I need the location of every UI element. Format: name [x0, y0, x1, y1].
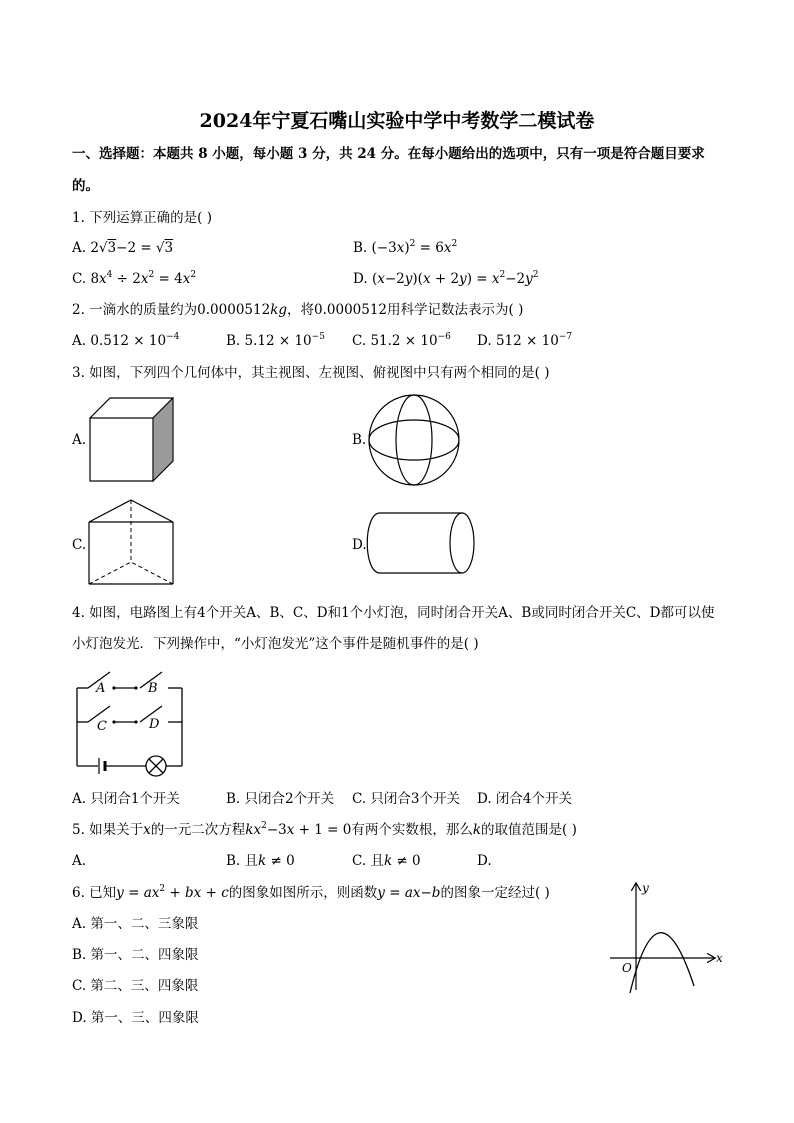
cube-figure	[86, 394, 181, 486]
q6-stem	[72, 884, 550, 902]
axis-x-label: x	[716, 951, 723, 965]
page-title: 2024年宁夏石嘴山实验中学中考数学二模试卷	[199, 110, 595, 132]
q5-stem-a: 5. 如果关于	[72, 822, 144, 838]
q5-option-a: A.	[72, 853, 87, 869]
circuit-diagram	[70, 662, 190, 780]
section-heading-line2: 的。	[72, 178, 99, 194]
q4-option-a: A. 只闭合1个开关	[72, 791, 180, 807]
q6-option-b: B. 第一、二、四象限	[72, 947, 199, 963]
q5-option-d: D.	[477, 853, 492, 869]
q6-option-c: C. 第二、三、四象限	[72, 978, 199, 994]
q5-stem-b: 的一元二次方程	[150, 822, 246, 838]
q6-stem-b: 的图象如图所示，则函数	[228, 885, 378, 901]
q2-mass: 0.0000512kg	[197, 302, 288, 318]
q2-mass-value: 0.0000512	[197, 302, 271, 318]
q2-d-coef: 512 × 10	[495, 333, 559, 349]
axis-y-label: y	[642, 881, 649, 895]
q2-d-exp: −7	[558, 332, 573, 342]
q2-option-b	[226, 332, 325, 350]
q2-option-c	[352, 332, 451, 350]
q2-d-label: D.	[477, 333, 496, 349]
switch-label-b: B	[148, 681, 158, 696]
q5-stem-d: 的取值范围是( )	[481, 822, 577, 838]
q2-a-label: A.	[72, 333, 91, 349]
q5-option-c	[352, 852, 421, 870]
q5-c-math: k ≠ 0	[383, 853, 421, 869]
q4-option-b: B. 只闭合2个开关	[226, 791, 335, 807]
q6-linear: y = ax−b	[377, 885, 441, 901]
q2-num: 0.0000512	[314, 302, 388, 318]
q2-stem-c: 用科学记数法表示为( )	[387, 302, 524, 318]
q3-c-label: C.	[72, 537, 87, 553]
q2-option-d	[477, 332, 572, 350]
section-heading-line1: 一、选择题：本题共 8 小题，每小题 3 分，共 24 分。在每小题给出的选项中，只有一项是符合题目要求	[72, 146, 705, 162]
origin-label: O	[622, 961, 632, 975]
q6-quadratic: $y = ax^2$ + bx + c	[116, 884, 229, 901]
q1-b-label: B.	[353, 240, 372, 256]
q4-option-d: D. 闭合4个开关	[477, 791, 573, 807]
q2-c-exp: −6	[437, 332, 451, 342]
q5-var-k: k	[472, 822, 482, 838]
q1-a-math: 2√3−2 = √3	[90, 240, 174, 256]
switch-label-a: A	[96, 681, 106, 696]
q5-c-label: C.	[352, 853, 371, 869]
switch-label-d: D	[149, 717, 160, 732]
q1-c-label: C.	[72, 271, 91, 287]
q1-stem: 1. 下列运算正确的是( )	[72, 210, 212, 226]
q3-b-label: B.	[352, 432, 367, 448]
q5-b-math: k ≠ 0	[258, 853, 295, 869]
q2-stem-b: ，将	[287, 302, 315, 318]
q5-b-text: 且	[244, 853, 259, 869]
q1-option-a	[72, 239, 173, 257]
q1-option-d	[353, 270, 539, 288]
q5-b-label: B.	[226, 853, 245, 869]
q3-stem: 3. 如图，下列四个几何体中，其主视图、左视图、俯视图中只有两个相同的是( )	[72, 365, 550, 381]
q5-stem-c: 有两个实数根，那么	[351, 822, 473, 838]
q3-a-label: A.	[72, 432, 87, 448]
prism-figure	[86, 496, 178, 588]
q5-c-text: 且	[370, 853, 384, 869]
q2-a-exp: −4	[166, 332, 180, 342]
q5-var-x: x	[143, 822, 151, 838]
q1-c-math: $8x^4 \div 2x^2 = 4x^2$	[90, 270, 197, 287]
q1-option-c	[72, 270, 196, 288]
q4-stem-line1: 4. 如图，电路图上有4个开关A、B、C、D和1个小灯泡，同时闭合开关A、B或同时闭合开关C、D都可以使	[72, 605, 715, 621]
q2-b-label: B.	[226, 333, 245, 349]
cylinder-figure	[366, 510, 478, 578]
q2-b-coef: 5.12 × 10	[244, 333, 312, 349]
q1-d-math: $(x-2y)(x + 2y) = x^2-2y^2$	[371, 270, 539, 287]
q2-option-a	[72, 332, 179, 350]
q4-option-c: C. 只闭合3个开关	[352, 791, 461, 807]
q1-option-b	[353, 239, 457, 257]
sphere-figure	[366, 392, 462, 488]
q5-option-b	[226, 852, 295, 870]
q6-option-d: D. 第一、三、四象限	[72, 1010, 199, 1026]
q6-option-a: A. 第一、二、三象限	[72, 916, 199, 932]
q2-c-label: C.	[352, 333, 371, 349]
q5-stem	[72, 821, 577, 839]
q4-stem-line2: 小灯泡发光．下列操作中，“小灯泡发光”这个事件是随机事件的是( )	[72, 636, 479, 652]
q2-stem	[72, 301, 523, 319]
q2-a-coef: 0.512 × 10	[90, 333, 167, 349]
q5-equation: $kx^2-3x + 1 = 0$	[245, 821, 352, 838]
q3-d-label: D.	[352, 537, 367, 553]
q1-d-label: D.	[353, 271, 372, 287]
q6-stem-c: 的图象一定经过( )	[440, 885, 550, 901]
q2-c-coef: 51.2 × 10	[370, 333, 438, 349]
q1-b-math: $(-3x)^2 = 6x^2$	[371, 239, 458, 256]
q2-b-exp: −5	[311, 332, 325, 342]
q6-stem-a: 6. 已知	[72, 885, 117, 901]
parabola-graph	[606, 878, 728, 996]
q2-stem-a: 2. 一滴水的质量约为	[72, 302, 198, 318]
q1-a-label: A.	[72, 240, 91, 256]
switch-label-c: C	[97, 719, 107, 734]
